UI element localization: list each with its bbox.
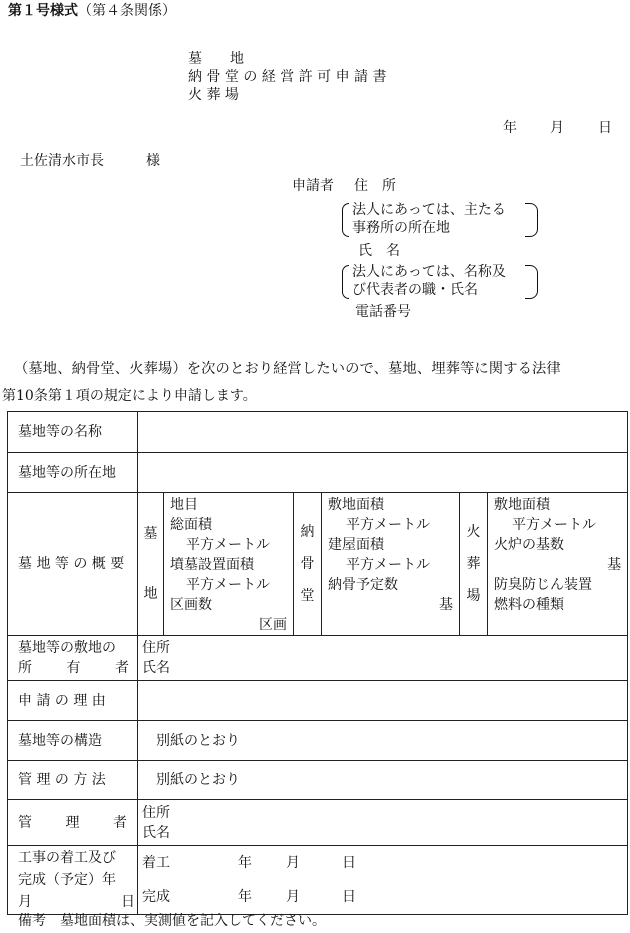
crematorium-furnace-unit: 基 <box>607 557 622 573</box>
cemetery-total-area: 総面積 <box>170 517 212 533</box>
crematorium-details[interactable] <box>488 493 628 636</box>
crematorium-heading <box>460 493 488 636</box>
bracket-right <box>525 265 538 299</box>
table-row <box>8 846 628 915</box>
ossuary-planned-capacity: 納骨予定数 <box>328 577 398 593</box>
crematorium-unit: 平方メートル <box>512 517 596 533</box>
manager-name-label: 氏名 <box>142 824 170 841</box>
label-schedule-line-1: 工事の着工及び <box>18 850 116 866</box>
ossuary-heading <box>294 493 322 636</box>
label-structure: 墓地等の構造 <box>8 721 138 761</box>
applicant-label: 申請者 <box>292 178 334 194</box>
table-row <box>8 493 628 636</box>
label-location: 墓地等の所在地 <box>8 453 138 493</box>
crematorium-furnace-count: 火炉の基数 <box>494 537 564 553</box>
form-header <box>8 2 176 20</box>
cemetery-heading <box>138 493 164 636</box>
cemetery-details[interactable] <box>164 493 294 636</box>
title-option-crematorium: 火 葬 場 <box>188 87 239 103</box>
ossuary-details[interactable] <box>322 493 460 636</box>
label-owner <box>8 636 138 681</box>
schedule-year: 年 <box>238 889 252 905</box>
bracket-right <box>525 203 538 237</box>
form-reference: （第４条関係） <box>78 3 176 19</box>
label-schedule-line-2: 完成（予定）年 <box>18 872 116 888</box>
value-reason[interactable] <box>138 681 628 721</box>
value-structure: 別紙のとおり <box>138 721 628 761</box>
manager-address-label: 住所 <box>142 804 170 821</box>
table-row <box>8 453 628 493</box>
schedule-finish-row <box>142 880 627 914</box>
title-option-cemetery: 墓 地 <box>188 51 244 67</box>
body-text-line-2: 第10条第１項の規定により申請します。 <box>2 388 257 404</box>
applicant-address-note-1: 法人にあっては、主たる <box>352 202 506 218</box>
cemetery-plot-count: 区画数 <box>170 597 212 613</box>
label-manager <box>8 800 138 846</box>
date-day: 日 <box>598 120 612 136</box>
title-main: 納 骨 堂 の 経 営 許 可 申 請 書 <box>188 69 387 85</box>
schedule-day: 日 <box>342 889 356 905</box>
label-owner-line-2: 所 有 者 <box>18 660 129 676</box>
ossuary-unit: 平方メートル <box>346 557 430 573</box>
schedule-start-row <box>142 846 627 880</box>
ossuary-heading-char: 骨 <box>300 556 315 572</box>
ossuary-heading-char: 納 <box>300 524 315 540</box>
applicant-address-note-2: 事務所の所在地 <box>352 220 450 236</box>
value-location[interactable] <box>138 453 628 493</box>
crematorium-deodorizer: 防臭防じん装置 <box>494 577 592 593</box>
value-manager[interactable] <box>138 800 628 846</box>
schedule-month: 月 <box>286 855 300 871</box>
addressee-name: 土佐清水市長 <box>20 153 104 169</box>
cemetery-heading-char: 地 <box>143 586 158 602</box>
cemetery-land-type: 地目 <box>170 497 198 513</box>
ossuary-heading-char: 堂 <box>300 588 315 604</box>
label-schedule <box>8 846 138 915</box>
ossuary-capacity-unit: 基 <box>439 597 453 613</box>
bracket-left <box>342 203 349 237</box>
body-text-line-1: （墓地、納骨堂、火葬場）を次のとおり経営したいので、墓地、埋葬等に関する法律 <box>14 361 561 377</box>
form-number: 第１号様式 <box>8 3 78 19</box>
addressee-honorific: 様 <box>146 153 160 169</box>
label-manager-text: 管 理 者 <box>18 814 127 831</box>
table-row <box>8 412 628 453</box>
cemetery-grave-area: 墳墓設置面積 <box>170 557 254 573</box>
label-reason: 申 請 の 理 由 <box>8 681 138 721</box>
ossuary-unit: 平方メートル <box>346 517 430 533</box>
label-name: 墓地等の名称 <box>8 412 138 453</box>
crematorium-heading-char: 葬 <box>466 556 481 572</box>
schedule-year: 年 <box>238 855 252 871</box>
bracket-left <box>342 265 349 299</box>
schedule-start-label: 着工 <box>142 855 170 871</box>
schedule-month: 月 <box>286 889 300 905</box>
applicant-name-label: 氏 名 <box>358 243 400 259</box>
schedule-finish-label: 完成 <box>142 889 170 905</box>
application-table <box>7 411 628 915</box>
applicant-name-note-1: 法人にあっては、名称及 <box>352 264 506 280</box>
value-owner[interactable] <box>138 636 628 681</box>
date-year: 年 <box>503 120 517 136</box>
schedule-day: 日 <box>342 855 356 871</box>
owner-name-label: 氏名 <box>142 660 170 676</box>
cemetery-heading-char: 墓 <box>143 526 158 542</box>
value-name[interactable] <box>138 412 628 453</box>
footnote: 備考 墓地面積は、実測値を記入してください。 <box>18 913 326 929</box>
table-row <box>8 681 628 721</box>
crematorium-heading-char: 火 <box>466 524 481 540</box>
applicant-phone-label: 電話番号 <box>355 304 411 320</box>
label-schedule-line-3: 月 日 <box>18 894 135 910</box>
label-method: 管 理 の 方 法 <box>8 761 138 800</box>
crematorium-fuel-type: 燃料の種類 <box>494 597 564 613</box>
value-method: 別紙のとおり <box>138 761 628 800</box>
table-row <box>8 636 628 681</box>
cemetery-unit: 平方メートル <box>186 577 270 593</box>
value-schedule[interactable] <box>138 846 628 915</box>
owner-address-label: 住所 <box>142 640 170 656</box>
table-row <box>8 800 628 846</box>
ossuary-building-area: 建屋面積 <box>328 537 384 553</box>
label-owner-line-1: 墓地等の敷地の <box>18 640 116 656</box>
crematorium-heading-char: 場 <box>466 588 481 604</box>
applicant-address-label: 住 所 <box>354 178 396 194</box>
ossuary-site-area: 敷地面積 <box>328 497 384 513</box>
cemetery-unit: 平方メートル <box>186 537 270 553</box>
table-row <box>8 761 628 800</box>
date-month: 月 <box>550 120 564 136</box>
table-row <box>8 721 628 761</box>
label-overview: 墓 地 等 の 概 要 <box>8 493 138 636</box>
crematorium-site-area: 敷地面積 <box>494 497 550 513</box>
applicant-name-note-2: び代表者の職・氏名 <box>352 282 478 298</box>
cemetery-plot-unit: 区画 <box>259 617 287 633</box>
